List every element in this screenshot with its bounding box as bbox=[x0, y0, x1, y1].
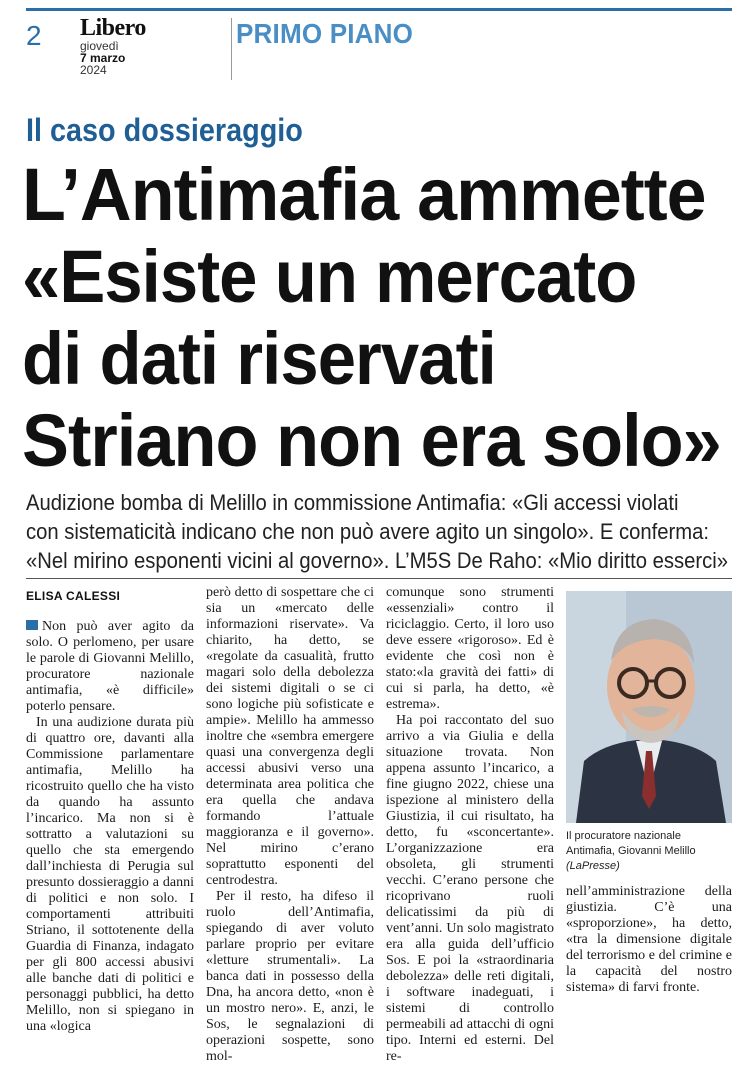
section-title: PRIMO PIANO bbox=[236, 18, 414, 49]
photo-credit: (LaPresse) bbox=[566, 860, 620, 872]
page-number: 2 bbox=[26, 20, 42, 51]
article-headline bbox=[22, 154, 742, 482]
date-weekday: giovedì bbox=[80, 39, 119, 53]
portrait-illustration bbox=[566, 591, 732, 823]
subhead-line: Audizione bomba di Melillo in commissione Antimafia: «Gli accessi violati bbox=[26, 490, 679, 515]
section-rule bbox=[26, 578, 732, 579]
text-column-3 bbox=[386, 585, 554, 1064]
paragraph-marker-icon bbox=[26, 620, 38, 630]
article-kicker: Il caso dossieraggio bbox=[26, 112, 303, 148]
paragraph: però detto di sospettare che ci sia un «mercato delle informazioni riservate». Va chiarito, ha detto, se «regolate da casualità, frutto magari solo della debolezza dei sistemi digitali o se ci sono logiche più sofisticate e ampie». Melillo ha ammesso inoltre che «sembra emergere quasi una convergenza degli accessi abusivi verso una determinata area politica che era quella che andava formando l’attuale maggioranza e il governo». Nel mirino c’erano soprattutto esponenti del centrodestra. bbox=[206, 585, 374, 888]
text-column-1 bbox=[26, 619, 194, 1034]
photo-caption: Il procuratore nazionale Antimafia, Giovanni Melillo (LaPresse) bbox=[566, 830, 696, 872]
date-day: 7 marzo bbox=[80, 51, 126, 65]
paragraph: Per il resto, ha difeso il ruolo dell’Antimafia, spiegando di aver voluto parlare proprio per evitare «letture strumentali». La banca dati in possesso della Dna, ha ancora detto, «non è un mostro nero». E, anzi, le Sos, le segnalazioni di operazioni sospette, sono mol- bbox=[206, 889, 374, 1064]
headline-line: di dati riservati bbox=[22, 317, 496, 400]
portrait-photo bbox=[566, 591, 732, 823]
paragraph: Non può aver agito da solo. O perlomeno, per usare le parole di Giovanni Melillo, procuratore nazionale antimafia, «è difficile» poterlo pensare. bbox=[26, 619, 194, 714]
top-rule bbox=[26, 8, 732, 11]
headline-line: «Esiste un mercato bbox=[22, 235, 637, 318]
subhead-line: con sistematicità indicano che non può avere agito un singolo». E conferma: bbox=[26, 519, 709, 544]
text-column-2 bbox=[206, 585, 374, 1064]
paragraph: Ha poi raccontato del suo arrivo a via Giulia e della situazione trovata. Non appena assunto l’incarico, a fine giugno 2022, chiese una ispezione al ministero della Giustizia, il cui risultato, ha detto, fu «sconcertante». L’organizzazione era obsoleta, gli strumenti vecchi. C’erano persone che ricoprivano ruoli delicatissimi da più di vent’anni. Un solo magistrato era alla guida dell’ufficio Sos. E poi la «straordinaria debolezza» delle reti digitali, i software inadeguati, i sistemi di controllo permeabili ad attacchi di ogni tipo. Interni ed esterni. Del re- bbox=[386, 713, 554, 1064]
text-column-4 bbox=[566, 884, 732, 995]
article-subhead bbox=[26, 488, 729, 575]
paragraph: comunque sono strumenti «essenziali» contro il riciclaggio. Certo, il loro uso deve essere «rigoroso». Ed è evidente che così non è stato:«la gravità dei fatti» di cui si parla, ha detto, «è estrema». bbox=[386, 585, 554, 712]
headline-line: Striano non era solo» bbox=[22, 399, 721, 482]
header-divider bbox=[231, 18, 232, 80]
paragraph: nell’amministrazione della giustizia. C’è una «sproporzione», ha detto, «tra la dimensione digitale del terrorismo e del crimine e la capacità del nostro sistema» di farvi fronte. bbox=[566, 884, 732, 995]
subhead-line: «Nel mirino esponenti vicini al governo». L’M5S De Raho: «Mio diritto esserci» bbox=[26, 548, 729, 573]
headline-line: L’Antimafia ammette bbox=[22, 153, 706, 236]
byline: ELISA CALESSI bbox=[26, 589, 121, 603]
masthead bbox=[80, 16, 146, 76]
date-year: 2024 bbox=[80, 63, 107, 77]
paragraph: In una audizione durata più di quattro ore, davanti alla Commissione parlamentare antimafia, Melillo ha ricostruito quello che ha visto da quando ha assunto l’incarico. Ma non si è sottratto a valutazioni su quello che sta emergendo dall’inchiesta di Perugia sul presunto dossieraggio a danni di politici e non solo. I comportamenti attribuiti Striano, il sottotenente della Guardia di Finanza, indagato per gli 800 accessi abusivi alle banche dati di politici e personaggi pubblici, ha detto Melillo, non si spiegano in una «logica bbox=[26, 715, 194, 1034]
newspaper-logo: Libero bbox=[80, 15, 146, 41]
